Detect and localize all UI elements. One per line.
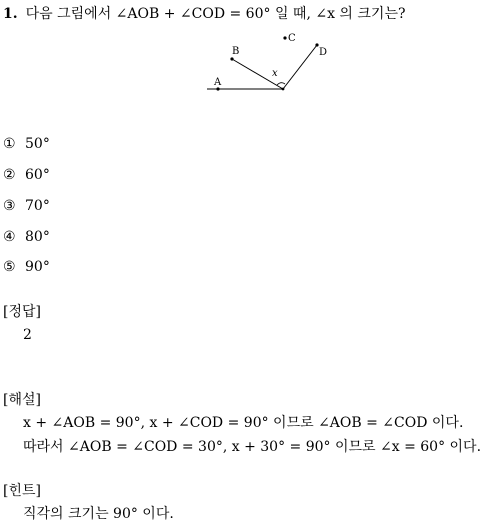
choice-text: 90° <box>25 259 50 275</box>
explanation-title: [해설] <box>3 392 41 408</box>
angle-mark <box>277 83 285 85</box>
hint-title: [힌트] <box>3 483 41 499</box>
answer-title: [정답] <box>3 304 41 320</box>
question <box>3 3 405 23</box>
choice-2[interactable] <box>3 167 50 183</box>
label-x: x <box>272 68 278 79</box>
choice-3[interactable] <box>3 198 50 214</box>
label-a: A <box>214 77 222 88</box>
answer-value: 2 <box>23 327 32 343</box>
choice-5[interactable] <box>3 259 50 275</box>
label-b: B <box>232 46 240 57</box>
choice-text: 70° <box>25 198 50 214</box>
choice-mark: ① <box>3 136 16 152</box>
choice-text: 80° <box>25 229 50 245</box>
explanation-line-2: 따라서 ∠AOB = ∠COD = 30°, x + 30° = 90° 이므로 ∠x = 60° 이다. <box>23 439 482 455</box>
explanation-line-1: x + ∠AOB = 90°, x + ∠COD = 90° 이므로 ∠AOB = ∠COD 이다. <box>23 415 464 431</box>
choice-mark: ⑤ <box>3 259 16 275</box>
choice-mark: ② <box>3 167 16 183</box>
choice-mark: ④ <box>3 229 16 245</box>
choice-4[interactable] <box>3 229 50 245</box>
choice-text: 50° <box>25 136 50 152</box>
hint-text: 직각의 크기는 90° 이다. <box>23 506 174 522</box>
choice-mark: ③ <box>3 198 16 214</box>
question-text: 다음 그림에서 ∠AOB + ∠COD = 60° 일 때, ∠x 의 크기는? <box>25 6 406 22</box>
choice-text: 60° <box>25 167 50 183</box>
point-b <box>230 57 233 60</box>
choice-1[interactable] <box>3 136 50 152</box>
point-o <box>282 88 285 91</box>
question-number: 1. <box>3 6 18 22</box>
label-d: D <box>319 47 328 58</box>
label-c: C <box>288 33 296 44</box>
ray-od <box>283 45 317 89</box>
point-c <box>283 36 286 39</box>
angle-figure <box>205 32 335 94</box>
